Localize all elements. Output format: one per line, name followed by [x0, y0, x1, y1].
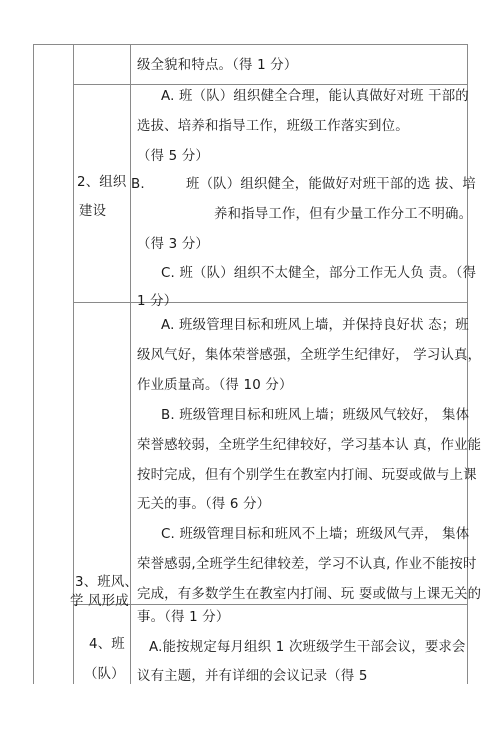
row2-text-line: 级风气好，集体荣誉感强，全班学生纪律好， 学习认真， [137, 348, 482, 363]
row1-text-line: 班（队）组织健全，能做好对班干部的选 拔、培 [186, 177, 476, 192]
row-divider-2 [73, 302, 468, 303]
row2-text-line: 完成，有多数学生在教室内打闹、玩 耍或做与上课无关的 [137, 587, 482, 602]
row2-text-line: 荣誉感较弱，全班学生纪律较好，学习基本认 真，作业能 [137, 438, 482, 453]
row3-text-line: A.能按规定每月组织 1 次班级学生干部会议，要求会 [149, 640, 466, 655]
row2-text-line: 荣誉感弱,全班学生纪律较差，学习不认真, 作业不能按时 [137, 557, 477, 572]
row1-label-line: 建设 [79, 204, 107, 219]
row2-text-line: B. 班级管理目标和班风上墙；班级风气较好， 集体 [161, 408, 470, 423]
row1-text-line: 养和指导工作，但有少量工作分工不明确。 [214, 207, 473, 222]
table-border-top [33, 44, 468, 45]
row2-text-line: A. 班级管理目标和班风上墙，并保持良好状 态；班 [161, 318, 469, 333]
row1-text-line: A. 班（队）组织健全合理，能认真做好对班 干部的 [161, 89, 469, 104]
table-border-left [33, 44, 34, 684]
table-divider-label [73, 44, 74, 684]
row1-text-line: （得 3 分） [137, 237, 209, 252]
row2-label-line: 3、班风、 [75, 575, 139, 590]
row3-label-line: 4、班 [89, 637, 125, 652]
row-divider-3 [73, 604, 468, 605]
row1-text-line: B. [131, 177, 145, 192]
row1-text-line: C. 班（队）组织不太健全，部分工作无人负 责。（得 [161, 266, 477, 281]
row0-text-line: 级全貌和特点。（得 1 分） [137, 58, 298, 73]
row3-label-line: （队） [84, 667, 125, 682]
row1-text-line: 选拔、培养和指导工作，班级工作落实到位。 [137, 119, 409, 134]
row1-text-line: 1 分） [137, 294, 178, 309]
row2-text-line: 作业质量高。（得 10 分） [137, 378, 293, 393]
row2-text-line: 按时完成，但有个别学生在教室内打闹、玩耍或做与上课 [137, 468, 477, 483]
row1-label-line: 2、组织 [77, 175, 127, 190]
row3-text-line: 议有主题，并有详细的会议记录（得 5 [137, 669, 368, 684]
row2-text-line: 事。（得 1 分） [137, 610, 230, 625]
row1-text-line: （得 5 分） [137, 149, 209, 164]
row-divider-1 [73, 84, 468, 85]
row2-text-line: 无关的事。（得 6 分） [137, 497, 271, 512]
row2-text-line: C. 班级管理目标和班风不上墙；班级风气弄， 集体 [161, 527, 470, 542]
row2-label-line: 学 风形成 [70, 594, 129, 609]
